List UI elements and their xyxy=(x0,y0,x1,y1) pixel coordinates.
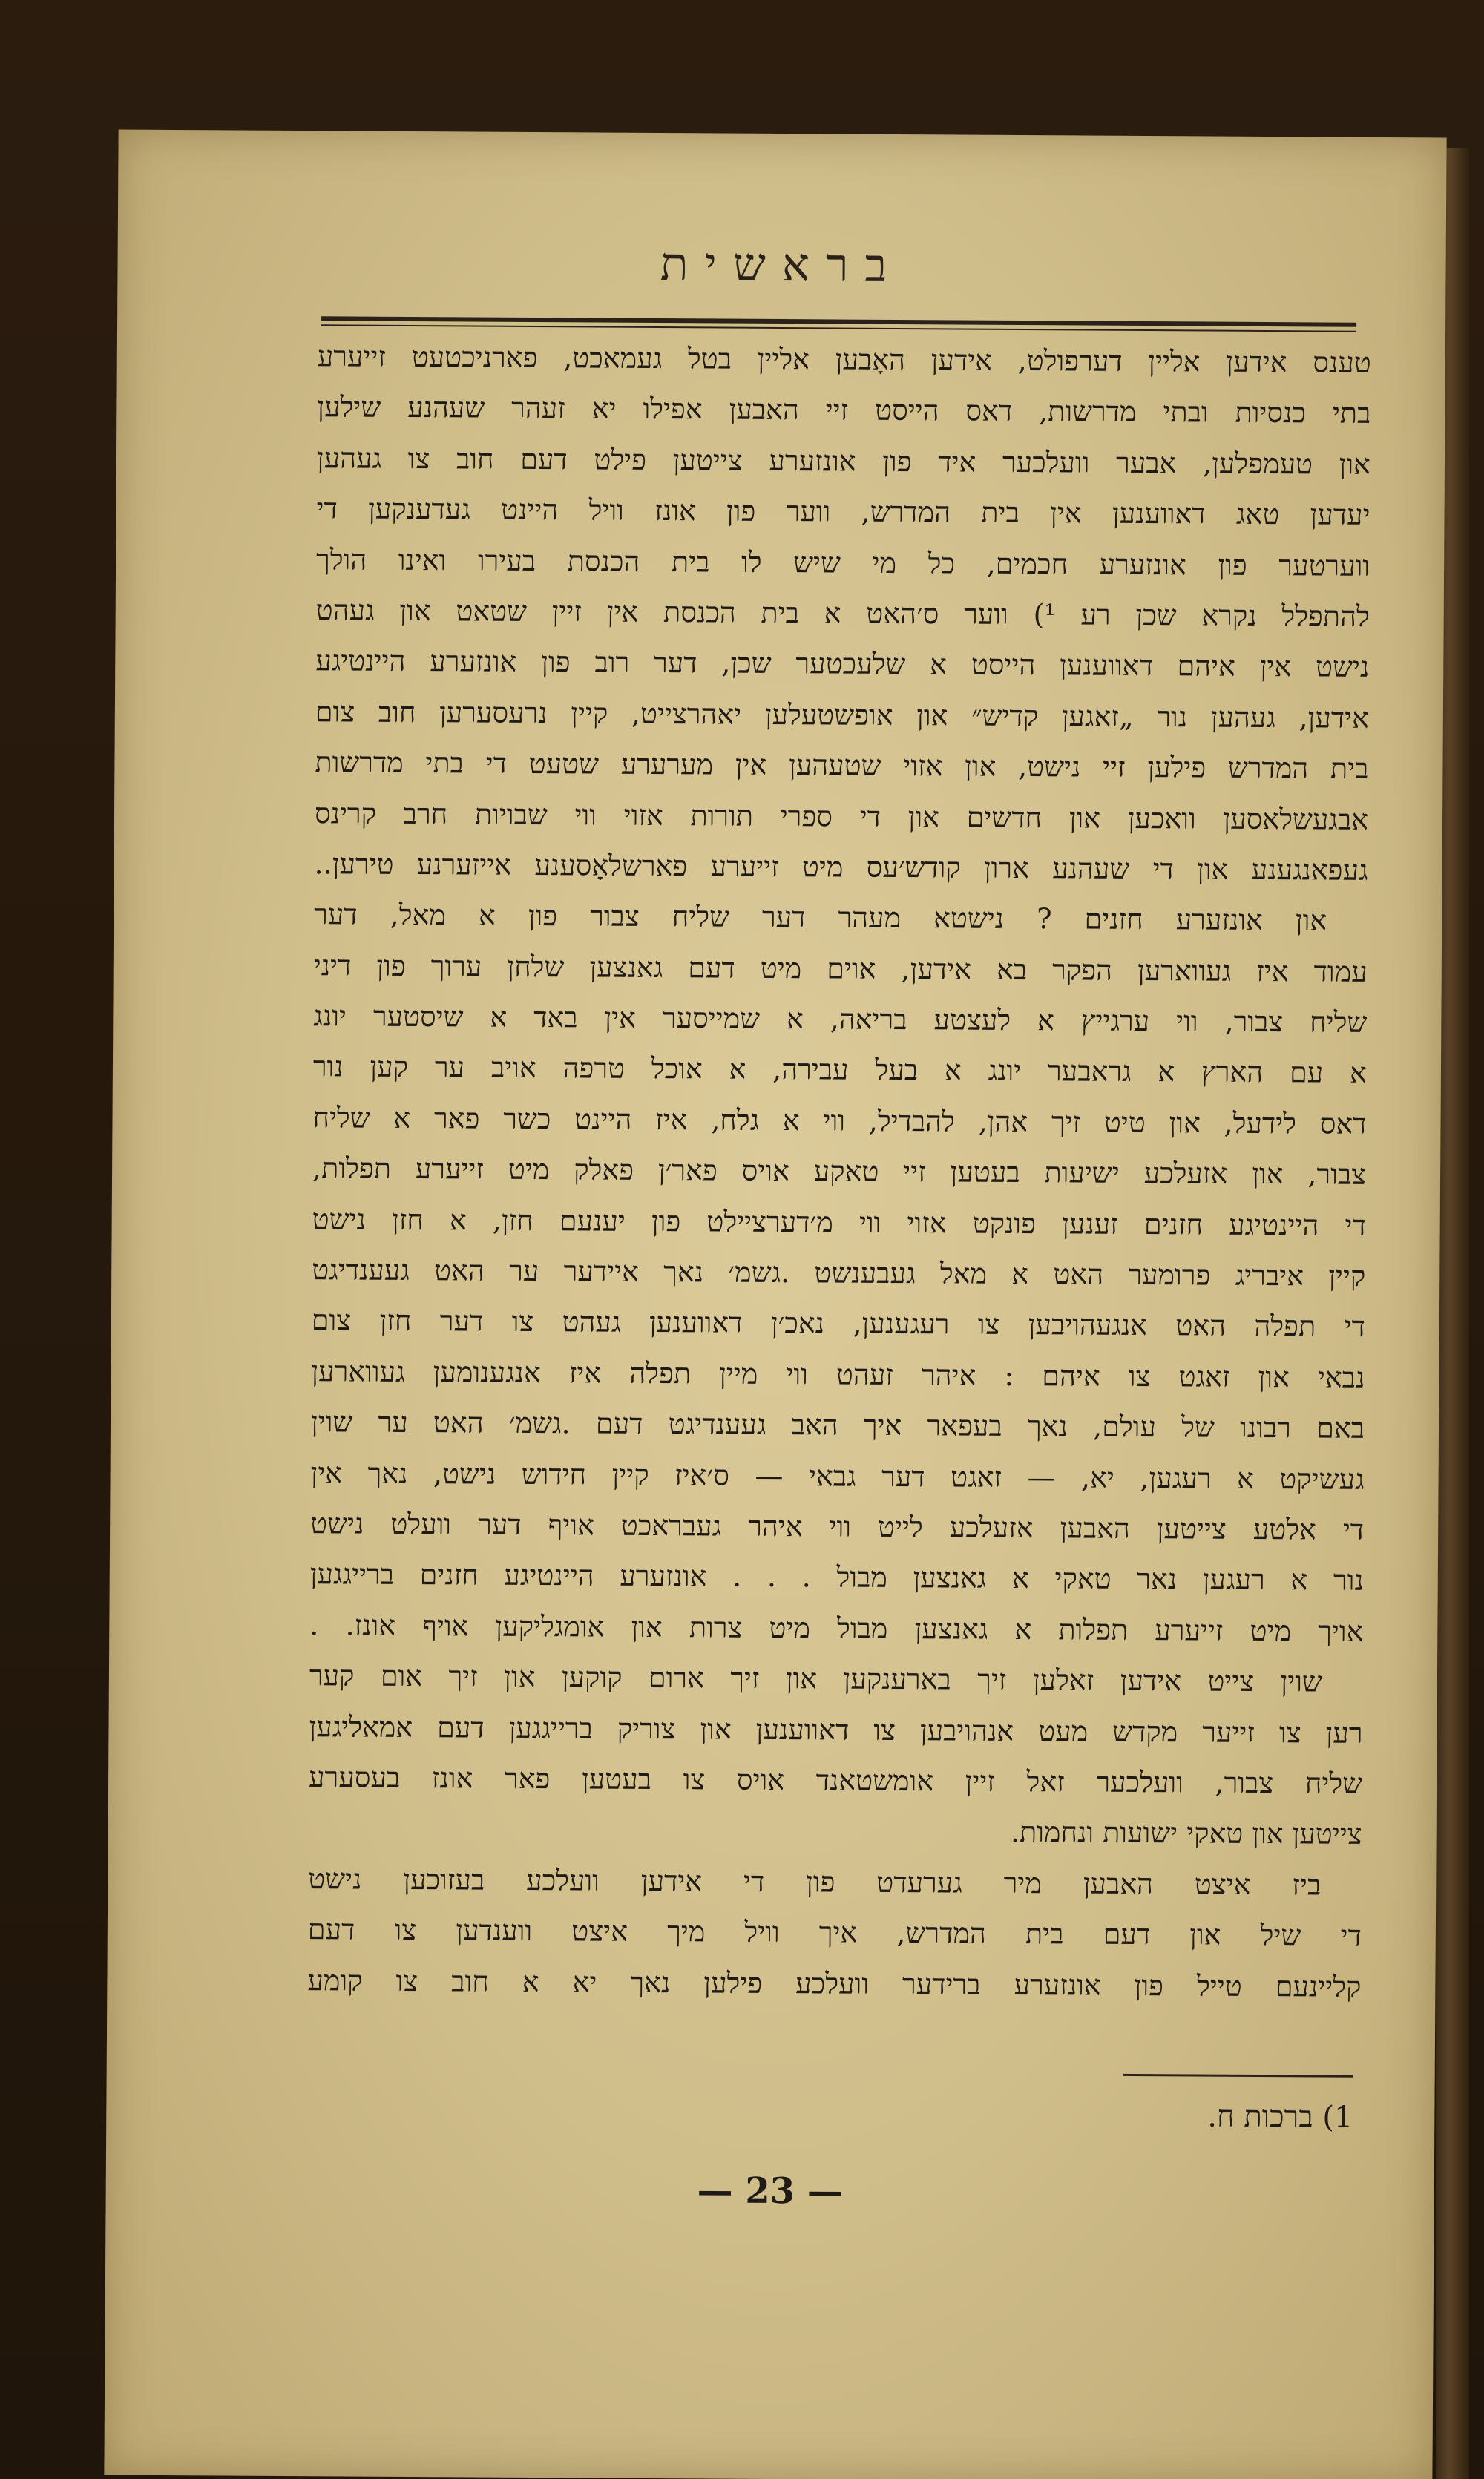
text-line: עמוד איז געווארען הפקר בא אידען, אוים מיט דעם גאנצען שלחן ערוך פון דיני xyxy=(313,948,1368,988)
text-line: קיין איבריג פרומער האט א מאל געבענשט .גשמ׳ נאך איידער ער האט געענדיגט xyxy=(312,1253,1366,1293)
text-line: נור א רעגען נאר טאקי א גאנצען מבול . . . אונזערע היינטיגע חזנים ברייגגען xyxy=(309,1557,1364,1598)
text-line: טענס אידען אליין דערפולט, אידען האָבען אליין בטל געמאכט, פארניכטעט זייערע xyxy=(317,340,1371,379)
text-line: די שיל און דעם בית המדרש, איך וויל מיך איצט ווענדען צו דעם xyxy=(307,1913,1362,1952)
text-line: געפאנגענע און די שעהנע ארון קודש׳עס מיט זייערע פארשלאָסענע אייזערנע טירען.. xyxy=(314,847,1368,887)
text-line: בתי כנסיות ובתי מדרשות, דאס הייסט זיי האבען אפילו יא זעהר שעהנע שילען xyxy=(317,390,1371,430)
body-text xyxy=(307,331,1371,2012)
text-line: רען צו זייער מקדש מעט אנהויבען צו דאווענען און צוריק ברייגגען דעם אמאליגען xyxy=(309,1710,1363,1750)
text-line: די היינטיגע חזנים זענען פונקט אזוי ווי מ׳דערציילט פון יענעם חזן, א חזן נישט xyxy=(312,1202,1366,1242)
running-head: בראשית xyxy=(660,237,904,293)
text-line: ווערטער פון אונזערע חכמים, כל מי שיש לו בית הכנסת בעירו ואינו הולך xyxy=(316,542,1370,582)
text-line: און אונזערע חזנים ? נישטא מעהר דער שליח צבור פון א מאל, דער xyxy=(314,898,1327,937)
text-line: געשיקט א רעגען, יא, — זאגט דער גבאי — ס׳איז קיין חידוש נישט, נאך אין xyxy=(310,1456,1365,1496)
text-line: די תפלה האט אנגעהויבען צו רעגענען, נאכ׳ן דאווענען געהט צו דער חזן צום xyxy=(311,1304,1365,1344)
text-line: נבאי און זאגט צו איהם : איהר זעהט ווי מיין תפלה איז אנגענומען געווארען xyxy=(311,1354,1365,1394)
text-line: יעדען טאג דאווענען אין בית המדרש, ווער פון אונז וויל היינט געדענקען די xyxy=(316,492,1370,532)
text-line: און טעמפלען, אבער וועלכער איד פון אונזערע צייטען פילט דעם חוב צו געהען xyxy=(316,441,1371,481)
text-line: א עם הארץ א גראבער יונג א בעל עבירה, א אוכל טרפה אויב ער קען נור xyxy=(312,1050,1368,1090)
text-line: נישט אין איהם דאווענען הייסט א שלעכטער שכן, דער רוב פון אונזערע היינטיגע xyxy=(315,644,1370,684)
text-line: אויך מיט זייערע תפלות א גאנצען מבול מיט צרות און אומגליקען אויף אונז. . xyxy=(309,1608,1364,1648)
text-line: קליינעם טייל פון אונזערע ברידער וועלכע פילען נאך יא א חוב צו קומע xyxy=(307,1963,1362,2003)
book-page xyxy=(104,130,1446,2479)
text-line: צבור, און אזעלכע ישיעות בעטען זיי טאקע אויס פאר׳ן פאלק מיט זייערע תפלות, xyxy=(312,1152,1367,1192)
text-line: דאס לידעל, און טיט זיך אהן, להבדיל, ווי א גלח, איז היינט כשר פאר א שליח xyxy=(312,1101,1367,1140)
text-line: די אלטע צייטען האבען אזעלכע לייט ווי איהר געבראכט אויף דער וועלט נישט xyxy=(310,1507,1365,1546)
footnote-rule xyxy=(1123,2074,1353,2078)
text-line: אבגעשלאסען וואכען און חדשים און די ספרי תורות אזוי ווי שבויות חרב קרינס xyxy=(314,796,1369,836)
header-rule xyxy=(321,316,1356,332)
text-line: שליח צבור, ווי ערגייץ א לעצטע בריאה, א שמייסער אין באד א שיסטער יונג xyxy=(313,999,1368,1039)
text-line: בית המדרש פילען זיי נישט, און אזוי שטעהען אין מערערע שטעט די בתי מדרשות xyxy=(315,746,1369,785)
text-line: צייטען און טאקי ישועות ונחמות. xyxy=(1010,1816,1362,1851)
text-line: באם רבונו של עולם, נאך בעפאר איך האב געענדיגט דעם .גשמ׳ האט ער שוין xyxy=(310,1405,1365,1445)
text-line: שליח צבור, וועלכער זאל זיין אומשטאנד אויס צו בעטען פאר אונז בעסערע xyxy=(308,1761,1363,1800)
footnote: 1) ברכות ח. xyxy=(1207,2099,1353,2135)
text-line: ביז איצט האבען מיר גערעדט פון די אידען וועלכע בעזוכען נישט xyxy=(308,1862,1322,1902)
text-line: להתפלל נקרא שכן רע ¹) ווער ס׳האט א בית הכנסת אין זיין שטאט און געהט xyxy=(315,594,1370,633)
text-line: אידען, געהען נור „זאגען קדיש״ און אופשטעלען יאהרצייט, קיין נרעסערען חוב צום xyxy=(315,695,1369,735)
text-line: שוין צייט אידען זאלען זיך בארענקען און זיך ארום קוקען און זיך אום קער xyxy=(309,1659,1323,1698)
page-number: — 23 — xyxy=(697,2170,843,2213)
